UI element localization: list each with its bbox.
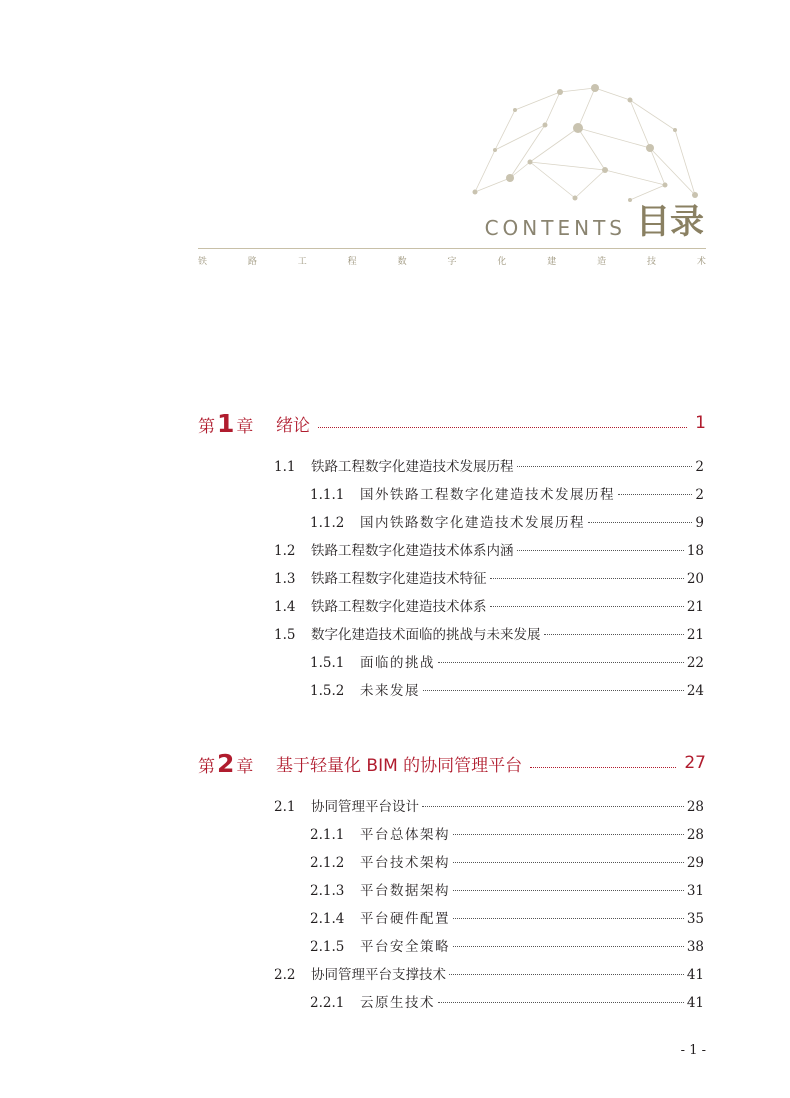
entry-page: 38 — [686, 939, 704, 955]
entry-page: 35 — [686, 911, 704, 927]
subtitle-char: 程 — [347, 257, 357, 267]
toc-chapter-2[interactable] — [198, 746, 706, 780]
subtitle-char: 化 — [497, 257, 507, 267]
dot-leader — [453, 833, 684, 835]
entry-page: 21 — [686, 599, 704, 615]
header-rule — [198, 248, 706, 249]
subtitle-char: 工 — [297, 257, 307, 267]
entry-number: 1.5 — [274, 627, 296, 643]
entry-number: 1.5.2 — [310, 683, 345, 699]
entry-page: 31 — [686, 883, 704, 899]
chapter-suffix: 章 — [236, 756, 254, 777]
entry-page: 18 — [686, 543, 704, 559]
toc-entry[interactable] — [310, 485, 704, 505]
entry-title: 未来发展 — [360, 683, 420, 699]
chapter-suffix: 章 — [236, 416, 254, 437]
entry-page: 24 — [686, 683, 704, 699]
toc-entry[interactable] — [310, 881, 704, 901]
toc-entry[interactable] — [310, 937, 704, 957]
dot-leader — [530, 766, 676, 768]
entry-page: 29 — [686, 855, 704, 871]
entry-title: 铁路工程数字化建造技术体系内涵 — [311, 543, 514, 559]
book-subtitle — [198, 254, 706, 267]
entry-title: 协同管理平台支撑技术 — [311, 967, 446, 983]
subtitle-char: 字 — [447, 257, 457, 267]
toc-entry[interactable] — [274, 541, 704, 561]
entry-title: 铁路工程数字化建造技术体系 — [311, 599, 487, 615]
entry-number: 1.5.1 — [310, 655, 345, 671]
toc-entry[interactable] — [310, 513, 704, 533]
entry-title: 云原生技术 — [360, 995, 435, 1011]
dot-leader — [423, 689, 684, 691]
subtitle-char: 造 — [597, 257, 607, 267]
subtitle-char: 技 — [647, 257, 657, 267]
dot-leader — [438, 1001, 684, 1003]
chapter-number: 1 — [217, 408, 235, 438]
dot-leader — [517, 465, 693, 467]
dot-leader — [438, 661, 684, 663]
entry-page: 22 — [686, 655, 704, 671]
entry-number: 1.3 — [274, 571, 296, 587]
entry-title: 协同管理平台设计 — [311, 799, 419, 815]
entry-number: 2.2.1 — [310, 995, 345, 1011]
chapter-label — [198, 409, 276, 438]
toc-entry[interactable] — [310, 853, 704, 873]
entry-number: 1.1 — [274, 459, 296, 475]
chapter-title: 基于轻量化 BIM 的协同管理平台 — [276, 755, 523, 776]
entry-title: 平台硬件配置 — [360, 911, 450, 927]
toc-entry[interactable] — [310, 909, 704, 929]
dot-leader — [490, 577, 684, 579]
entry-number: 2.1.5 — [310, 939, 345, 955]
toc-entry[interactable] — [274, 457, 704, 477]
chapter-page: 27 — [684, 753, 706, 773]
entry-title: 国外铁路工程数字化建造技术发展历程 — [360, 487, 615, 503]
dot-leader — [453, 861, 684, 863]
chapter-prefix: 第 — [198, 756, 215, 777]
toc-chapter-1[interactable] — [198, 406, 706, 440]
dot-leader — [517, 549, 684, 551]
contents-heading-en: CONTENTS — [484, 216, 626, 240]
entry-number: 1.1.1 — [310, 487, 345, 503]
subtitle-char: 铁 — [198, 257, 208, 267]
entry-number: 1.2 — [274, 543, 296, 559]
entry-page: 41 — [686, 995, 704, 1011]
toc-entry[interactable] — [274, 597, 704, 617]
chapter-page: 1 — [695, 413, 706, 433]
dot-leader — [618, 493, 692, 495]
chapter-title: 绪论 — [276, 415, 310, 436]
entry-title: 铁路工程数字化建造技术发展历程 — [311, 459, 514, 475]
toc-entry[interactable] — [274, 797, 704, 817]
subtitle-char: 建 — [547, 257, 557, 267]
chapter-label — [198, 749, 276, 778]
entry-number: 1.4 — [274, 599, 296, 615]
entry-title: 平台安全策略 — [360, 939, 450, 955]
toc-entry[interactable] — [274, 569, 704, 589]
dot-leader — [453, 917, 684, 919]
entry-number: 2.2 — [274, 967, 296, 983]
dot-leader — [588, 521, 692, 523]
entry-page: 20 — [686, 571, 704, 587]
entry-page: 2 — [695, 487, 704, 503]
entry-number: 2.1.3 — [310, 883, 345, 899]
dot-leader — [318, 426, 687, 428]
dot-leader — [453, 945, 684, 947]
entry-number: 2.1.2 — [310, 855, 345, 871]
toc-entry[interactable] — [310, 825, 704, 845]
entry-page: 9 — [695, 515, 704, 531]
subtitle-char: 数 — [397, 257, 407, 267]
entry-number: 2.1.1 — [310, 827, 345, 843]
entry-number: 2.1.4 — [310, 911, 345, 927]
toc-entry[interactable] — [310, 653, 704, 673]
dot-leader — [544, 633, 684, 635]
dot-leader — [453, 889, 684, 891]
entry-page: 21 — [686, 627, 704, 643]
entry-page: 28 — [686, 799, 704, 815]
dot-leader — [490, 605, 684, 607]
dot-leader — [422, 805, 684, 807]
chapter-prefix: 第 — [198, 416, 215, 437]
contents-heading — [485, 202, 704, 242]
network-decoration — [455, 70, 705, 205]
entry-title: 平台数据架构 — [360, 883, 450, 899]
page-number: - 1 - — [680, 1043, 706, 1058]
entry-title: 面临的挑战 — [360, 655, 435, 671]
dot-leader — [449, 973, 684, 975]
entry-page: 41 — [686, 967, 704, 983]
entry-title: 国内铁路数字化建造技术发展历程 — [360, 515, 585, 531]
chapter-number: 2 — [217, 748, 235, 778]
entry-page: 28 — [686, 827, 704, 843]
entry-number: 2.1 — [274, 799, 296, 815]
toc-entry[interactable] — [310, 993, 704, 1013]
entry-number: 1.1.2 — [310, 515, 345, 531]
toc-entry[interactable] — [274, 965, 704, 985]
toc-entry[interactable] — [274, 625, 704, 645]
toc-entry[interactable] — [310, 681, 704, 701]
entry-title: 数字化建造技术面临的挑战与未来发展 — [311, 627, 541, 643]
entry-title: 铁路工程数字化建造技术特征 — [311, 571, 487, 587]
entry-title: 平台技术架构 — [360, 855, 450, 871]
entry-page: 2 — [695, 459, 704, 475]
subtitle-char: 术 — [696, 257, 706, 267]
subtitle-char: 路 — [247, 257, 257, 267]
contents-heading-cn: 目录 — [636, 202, 704, 242]
entry-title: 平台总体架构 — [360, 827, 450, 843]
